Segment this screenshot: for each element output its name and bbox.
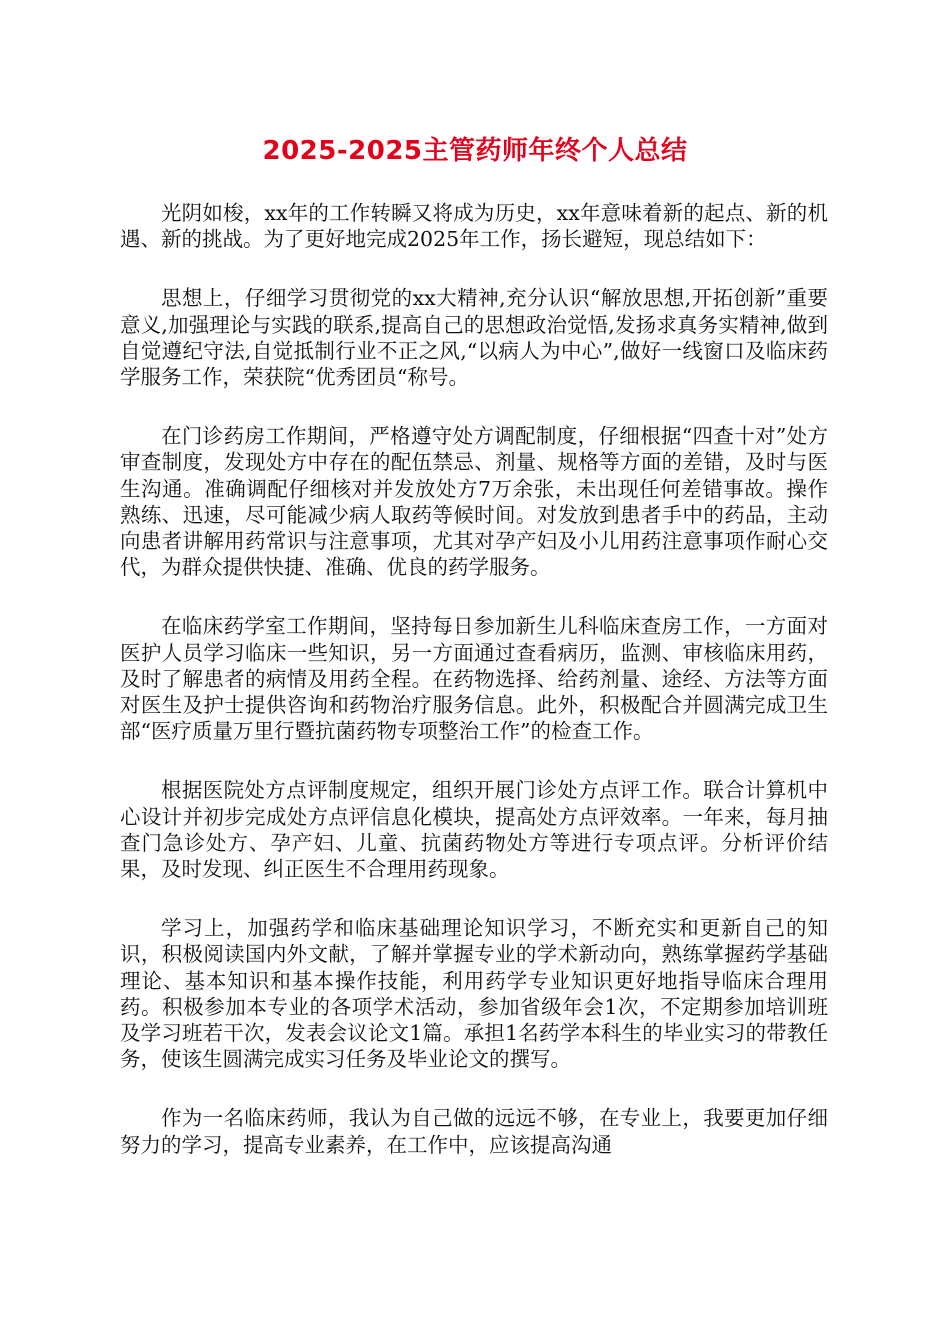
paragraph-prescription-review: 根据医院处方点评制度规定，组织开展门诊处方点评工作。联合计算机中心设计并初步完成处方点评信息化模块，提高处方点评效率。一年来，每月抽查门急诊处方、孕产妇、儿童、抗菌药物处方等进行专项点评。分析评价结果，及时发现、纠正医生不合理用药现象。 — [120, 778, 828, 882]
paragraph-ideology: 思想上，仔细学习贯彻党的xx大精神,充分认识“解放思想,开拓创新”重要意义,加强理论与实践的联系,提高自己的思想政治觉悟,发扬求真务实精神,做到自觉遵纪守法,自觉抵制行业不正之风,“以病人为中心”,做好一线窗口及临床药学服务工作，荣获院“优秀团员“称号。 — [120, 286, 828, 390]
paragraph-outlook: 作为一名临床药师，我认为自己做的远远不够，在专业上，我要更加仔细努力的学习，提高专业素养，在工作中，应该提高沟通 — [120, 1106, 828, 1157]
paragraph-intro: 光阴如梭，xx年的工作转瞬又将成为历史，xx年意味着新的起点、新的机遇、新的挑战。为了更好地完成2025年工作，扬长避短，现总结如下： — [120, 201, 828, 252]
document-title: 2025-2025主管药师年终个人总结 — [262, 136, 688, 166]
paragraph-clinical-pharmacy: 在临床药学室工作期间，坚持每日参加新生儿科临床查房工作，一方面对医护人员学习临床一些知识，另一方面通过查看病历，监测、审核临床用药，及时了解患者的病情及用药全程。在药物选择、给药剂量、途经、方法等方面对医生及护士提供咨询和药物治疗服务信息。此外，积极配合并圆满完成卫生部“医疗质量万里行暨抗菌药物专项整治工作”的检查工作。 — [120, 614, 828, 744]
paragraph-outpatient-pharmacy: 在门诊药房工作期间，严格遵守处方调配制度，仔细根据“四查十对”处方审查制度，发现处方中存在的配伍禁忌、剂量、规格等方面的差错，及时与医生沟通。准确调配仔细核对并发放处方7万余张，未出现任何差错事故。操作熟练、迅速，尽可能减少病人取药等候时间。对发放到患者手中的药品，主动向患者讲解用药常识与注意事项，尤其对孕产妇及小儿用药注意事项作耐心交代，为群众提供快捷、准确、优良的药学服务。 — [120, 424, 828, 580]
paragraph-study: 学习上，加强药学和临床基础理论知识学习，不断充实和更新自己的知识，积极阅读国内外文献，了解并掌握专业的学术新动向，熟练掌握药学基础理论、基本知识和基本操作技能，利用药学专业知识更好地指导临床合理用药。积极参加本专业的各项学术活动，参加省级年会1次，不定期参加培训班及学习班若干次，发表会议论文1篇。承担1名药学本科生的毕业实习的带教任务，使该生圆满完成实习任务及毕业论文的撰写。 — [120, 916, 828, 1072]
document-body — [120, 200, 828, 1191]
